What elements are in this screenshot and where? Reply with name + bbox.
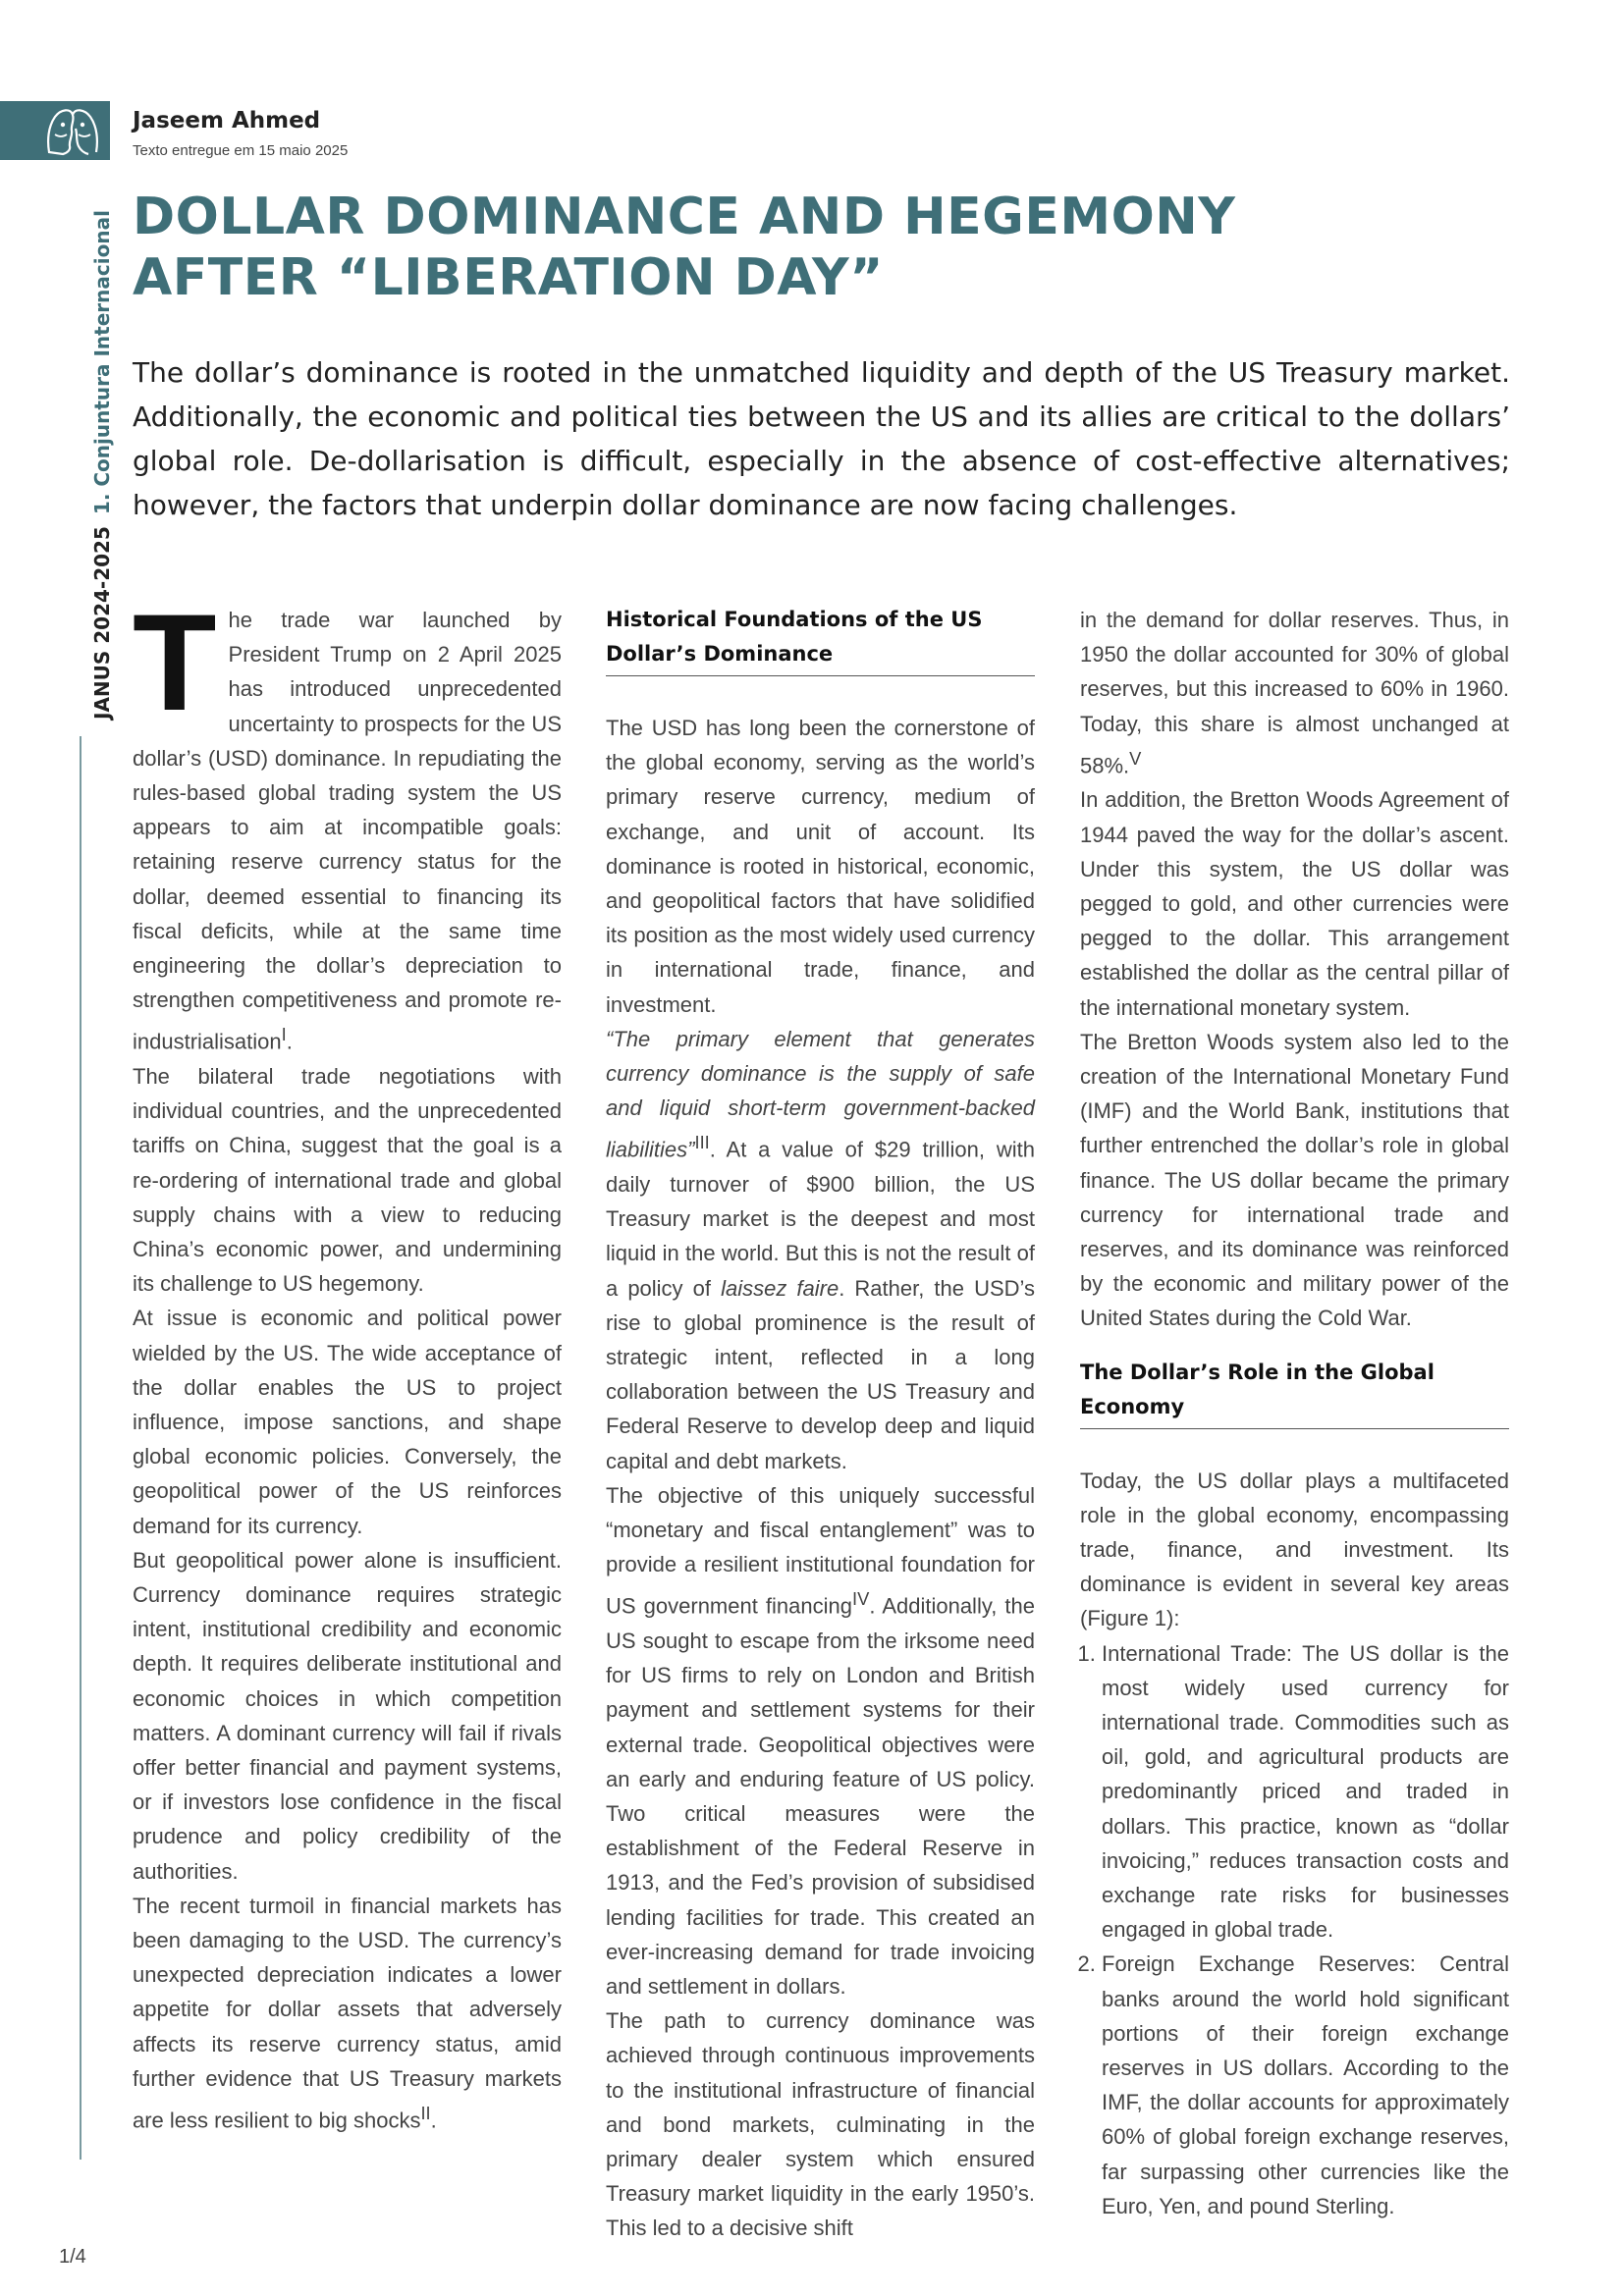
- footnote-ref: III: [694, 1132, 710, 1153]
- column-3: [1080, 603, 1509, 2223]
- title-line-2: AFTER “LIBERATION DAY”: [133, 248, 884, 307]
- paragraph: in the demand for dollar reserves. Thus, in 1950 the dollar accounted for 30% of global reserves, but this increased to 60% in 1960. Today, this share is almost unchanged at 58%.$^V$: [1080, 608, 1509, 778]
- paragraph: The objective of this uniquely successful “monetary and fiscal entanglement” was to provide a resilient institutional foundation for US government financing$^{IV}$. Additionally, the US sought to escape from the irksome need for US firms to rely on London and British payment and settlement systems for their external trade. Geopolitical objectives were an early and enduring feature of US policy. Two critical measures were the establishment of the Federal Reserve in 1913, and the Fed’s provision of subsidised lending facilities for trade. This created an ever-increasing demand for trade invoicing and settlement in dollars.: [606, 1482, 1035, 1999]
- delivery-date: Texto entregue em 15 maio 2025: [133, 142, 349, 159]
- paragraph: The trade war launched by President Trump on 2 April 2025 has introduced unprecedented uncertainty to prospects for the US dollar’s (USD) dominance. In repudiating the rules-based global trading system the US appears to aim at incompatible goals: retaining reserve currency status for the dollar, deemed essential to financing its fiscal deficits, while at the same time engineering the dollar’s depreciation to strengthen competitiveness and promote re-industrialisation$^I$.: [133, 585, 562, 1054]
- footnote-ref: II: [420, 2103, 431, 2124]
- article-title: [133, 187, 1527, 308]
- faces-emblem-icon: [43, 105, 102, 156]
- journal-name: JANUS 2024-2025: [90, 526, 114, 720]
- article-lead: The dollar’s dominance is rooted in the unmatched liquidity and depth of the US Treasury market. Additionally, the economic and political ties between the US and its allies are critical to the dollars’ global role. De-dollarisation is difficult, especially in the absence of cost-effective alternatives; however, the factors that underpin dollar dominance are now facing challenges.: [133, 356, 1510, 521]
- paragraph: The recent turmoil in financial markets has been damaging to the USD. The currency’s unexpected depreciation indicates a lower appetite for dollar assets that adversely affects its reserve currency status, amid further evidence that US Treasury markets are less resilient to big shocks$^{II}$.: [133, 1893, 562, 2133]
- paragraph: The path to currency dominance was achieved through continuous improvements to the institutional infrastructure of financial and bond markets, culminating in the primary dealer system which ensured Treasury market liquidity in the early 1950’s. This led to a decisive shift: [606, 2008, 1035, 2241]
- sidebar-rule: [80, 736, 81, 2160]
- paragraph: In addition, the Bretton Woods Agreement of 1944 paved the way for the dollar’s ascent. Under this system, the US dollar was pegged to gold, and other currencies were pegged to the dollar. This arrangement established the dollar as the central pillar of the international monetary system.: [1080, 787, 1509, 1020]
- footnote-ref: I: [281, 1024, 287, 1045]
- page-number: 1/4: [59, 2246, 86, 2268]
- paragraph: Today, the US dollar plays a multifaceted role in the global economy, encompassing trade, finance, and investment. Its dominance is evident in several key areas (Figure 1):: [1080, 1468, 1509, 1631]
- paragraph: The bilateral trade negotiations with individual countries, and the unprecedented tariffs on China, suggest that the goal is a re-ordering of international trade and global supply chains with a view to reducing China’s economic power, and undermining its challenge to US hegemony.: [133, 1063, 562, 1297]
- section-heading: The Dollar’s Role in the Global Economy: [1080, 1356, 1509, 1429]
- paragraph: The Bretton Woods system also led to the creation of the International Monetary Fund (IMF) and the World Bank, institutions that further entrenched the dollar’s role in global finance. The US dollar became the primary currency for international trade and reserves, and its dominance was reinforced by the economic and military power of the United States during the Cold War.: [1080, 1029, 1509, 1331]
- journal-logo: [0, 101, 110, 160]
- title-line-1: DOLLAR DOMINANCE AND HEGEMONY: [133, 187, 1236, 246]
- block-quote: “The primary element that generates currency dominance is the supply of safe and liquid short-term government-backed liabilities”: [606, 1026, 1035, 1162]
- drop-cap: T: [133, 585, 217, 739]
- column-1: [133, 585, 562, 2138]
- section-name: 1. Conjuntura Internacional: [90, 210, 114, 515]
- list-item: 1. International Trade: The US dollar is the most widely used currency for international trade. Commodities such as oil, gold, and agricultural products are predominantly priced and traded in dollars. This practice, known as “dollar invoicing,” reduces transaction costs and exchange rate risks for businesses engaged in global trade.: [1102, 1636, 1509, 1948]
- section-heading: Historical Foundations of the US Dollar’s Dominance: [606, 603, 1035, 676]
- paragraph: “The primary element that generates currency dominance is the supply of safe and liquid short-term government-backed liabilities”$^{III}$. At a value of $29 trillion, with daily turnover of $900 billion, the US Treasury market is the deepest and most liquid in the world. But this is not the result of a policy of laissez faire. Rather, the USD’s rise to global prominence is the result of strategic intent, reflected in a long collaboration between the US Treasury and Federal Reserve to develop deep and liquid capital and debt markets.: [606, 1026, 1036, 1473]
- author-name: Jaseem Ahmed: [133, 108, 321, 133]
- list-item: 2. Foreign Exchange Reserves: Central banks around the world hold significant portions of their foreign exchange reserves in US dollars. According to the IMF, the dollar accounts for approximately 60% of global foreign exchange reserves, far surpassing other currencies like the Euro, Yen, and pound Sterling.: [1102, 1947, 1509, 2223]
- sidebar-label: [90, 210, 114, 720]
- column-2: [606, 603, 1035, 2246]
- paragraph: At issue is economic and political power wielded by the US. The wide acceptance of the dollar enables the US to project influence, impose sanctions, and shape global economic policies. Conversely, the geopolitical power of the US reinforces demand for its currency.: [133, 1306, 562, 1538]
- paragraph: The USD has long been the cornerstone of the global economy, serving as the world’s primary reserve currency, medium of exchange, and unit of account. Its dominance is rooted in historical, economic, and geopolitical factors that have solidified its position as the most widely used currency in international trade, finance, and investment.: [606, 716, 1035, 1017]
- footnote-ref: IV: [852, 1588, 870, 1610]
- paragraph: But geopolitical power alone is insufficient. Currency dominance requires strategic intent, institutional credibility and economic depth. It requires deliberate institutional and economic choices in which competition matters. A dominant currency will fail if rivals offer better financial and payment systems, or if investors lose confidence in the fiscal prudence and policy credibility of the authorities.: [133, 1547, 562, 1884]
- footnote-ref: V: [1129, 747, 1142, 769]
- key-areas-list: [1080, 1636, 1509, 2223]
